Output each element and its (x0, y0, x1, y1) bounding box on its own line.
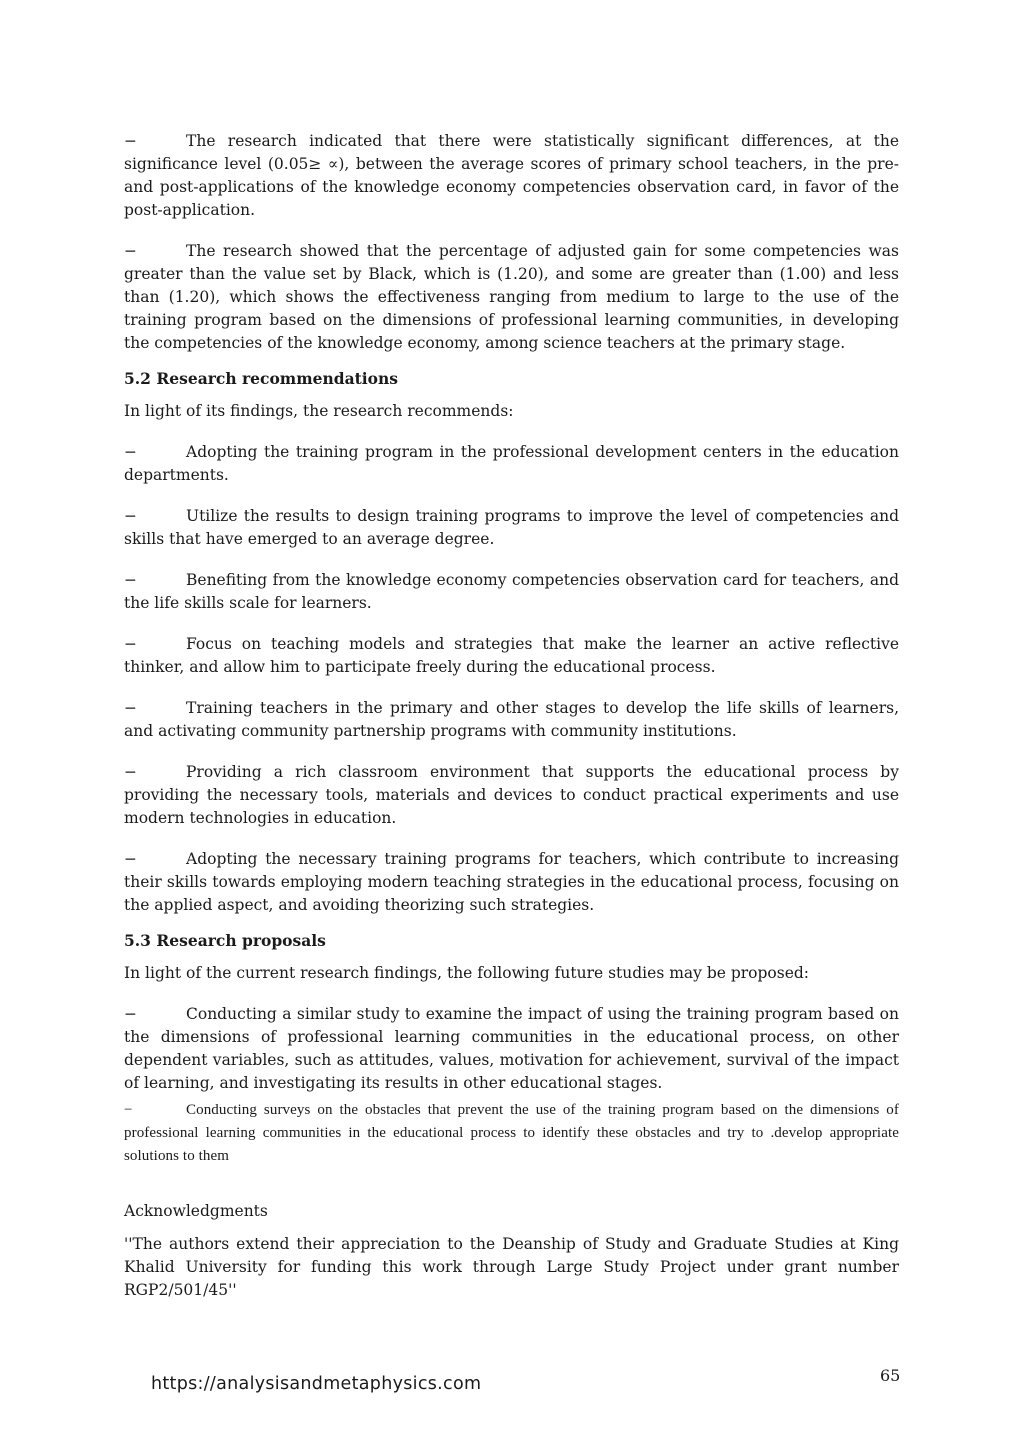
finding-text: The research indicated that there were statistically significant differences, at the significance level (0.05≥ ∝), between the average scores of primary school teachers, in the pre- and post-applications of the knowledge economy competencies observation card, in favor of the post-application. (124, 132, 899, 219)
recommendation-item (124, 441, 899, 487)
bullet-dash: − (124, 242, 137, 260)
bullet-dash: − (124, 507, 137, 525)
recommendation-item (124, 569, 899, 615)
recommendation-text: Benefiting from the knowledge economy competencies observation card for teachers, and the life skills scale for learners. (124, 571, 899, 612)
recommendation-item (124, 633, 899, 679)
bullet-dash: − (124, 763, 137, 781)
finding-item (124, 130, 899, 222)
recommendation-text: Focus on teaching models and strategies that make the learner an active reflective thinker, and allow him to participate freely during the educational process. (124, 635, 899, 676)
acknowledgments-title: Acknowledgments (124, 1202, 268, 1220)
acknowledgments-text: ''The authors extend their appreciation to the Deanship of Study and Graduate Studies at King Khalid University for funding this work through Large Study Project under grant number RGP2/501/45'' (124, 1235, 899, 1299)
bullet-dash: − (124, 1102, 133, 1118)
recommendation-text: Adopting the necessary training programs for teachers, which contribute to increasing their skills towards employing modern teaching strategies in the educational process, focusing on the applied aspect, and avoiding theorizing such strategies. (124, 850, 899, 914)
recommendation-item (124, 761, 899, 830)
finding-item (124, 240, 899, 355)
finding-text: The research showed that the percentage of adjusted gain for some competencies was greater than the value set by Black, which is (1.20), and some are greater than (1.00) and less than (1.20), which shows the effectiveness ranging from medium to large to the use of the training program based on the dimensions of professional learning communities, in developing the competencies of the knowledge economy, among science teachers at the primary stage. (124, 242, 899, 352)
recommendations-intro: In light of its findings, the research recommends: (124, 402, 514, 420)
recommendation-item (124, 697, 899, 743)
recommendation-text: Utilize the results to design training programs to improve the level of competencies and skills that have emerged to an average degree. (124, 507, 899, 548)
recommendation-text: Providing a rich classroom environment that supports the educational process by providing the necessary tools, materials and devices to conduct practical experiments and use modern technologies in education. (124, 763, 899, 827)
recommendation-item (124, 505, 899, 551)
proposal-text: Conducting surveys on the obstacles that prevent the use of the training program based on the dimensions of professional learning communities in the educational process to identify these obstacles and try to .develop appropriate solutions to them (124, 1102, 899, 1164)
bullet-dash: − (124, 699, 137, 717)
bullet-dash: − (124, 635, 137, 653)
bullet-dash: − (124, 1005, 137, 1023)
proposals-intro: In light of the current research findings, the following future studies may be proposed: (124, 964, 810, 982)
proposal-item (124, 1099, 899, 1168)
recommendation-text: Adopting the training program in the professional development centers in the education departments. (124, 443, 899, 484)
proposal-text: Conducting a similar study to examine the impact of using the training program based on the dimensions of professional learning communities in the educational process, on other dependent variables, such as attitudes, values, motivation for achievement, survival of the impact of learning, and investigating its results in other educational stages. (124, 1005, 899, 1092)
recommendations-heading: 5.2 Research recommendations (124, 369, 399, 388)
bullet-dash: − (124, 850, 137, 868)
bullet-dash: − (124, 571, 137, 589)
proposals-heading: 5.3 Research proposals (124, 931, 326, 950)
proposal-item (124, 1003, 899, 1095)
bullet-dash: − (124, 443, 137, 461)
bullet-dash: − (124, 132, 137, 150)
footer-url[interactable]: https://analysisandmetaphysics.com (151, 1374, 482, 1394)
page-number: 65 (880, 1366, 901, 1385)
document-page (124, 130, 899, 1320)
recommendation-text: Training teachers in the primary and other stages to develop the life skills of learners, and activating community partnership programs with community institutions. (124, 699, 899, 740)
recommendation-item (124, 848, 899, 917)
